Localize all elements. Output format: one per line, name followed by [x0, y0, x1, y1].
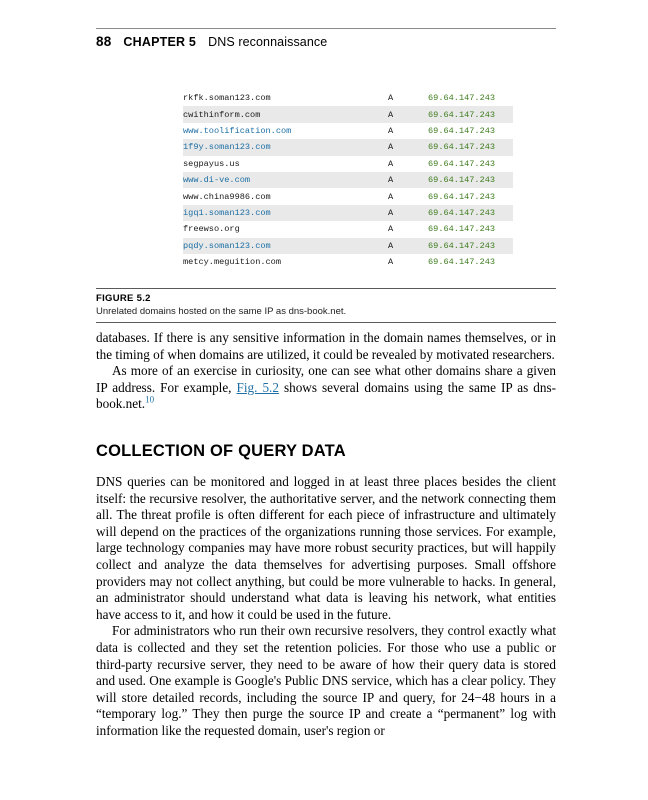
cell-type: A: [388, 224, 394, 235]
chapter-title: DNS reconnaissance: [208, 35, 328, 49]
table-row: [183, 139, 513, 155]
cell-ip: 69.64.147.243: [428, 142, 496, 153]
cell-type: A: [388, 175, 394, 186]
cell-type: A: [388, 158, 394, 169]
figure-image: [183, 90, 513, 270]
paragraph-2: [96, 363, 556, 413]
cell-domain: www.di-ve.com: [183, 175, 251, 186]
cell-domain: cwithinform.com: [183, 109, 261, 120]
table-row: [183, 106, 513, 122]
cell-ip: 69.64.147.243: [428, 175, 496, 186]
cell-domain: metcy.meguition.com: [183, 257, 281, 268]
table-row: [183, 172, 513, 188]
figure-divider-bottom: [96, 322, 556, 323]
table-row: [183, 221, 513, 237]
header-divider: [96, 28, 556, 29]
page-number: 88: [96, 34, 112, 49]
dns-records-table: [183, 90, 513, 270]
cell-type: A: [388, 191, 394, 202]
cell-type: A: [388, 257, 394, 268]
cell-domain: pqdy.soman123.com: [183, 240, 271, 251]
body-column: [96, 330, 556, 739]
table-body: [183, 90, 513, 270]
cell-ip: 69.64.147.243: [428, 257, 496, 268]
paragraph-4: For administrators who run their own recursive resolvers, they control exactly what data is collected and they set the retention policies. For those who use a public or third-party recursive server, they need to be aware of how their query data is stored and used. One example is Google's Public DNS service, which has a clear policy. They will store detailed records, including the source IP and query, for 24−48 hours in a “temporary log.” They then purge the source IP and create a “permanent” log with information like the requested domain, user's region or: [96, 623, 556, 738]
cell-ip: 69.64.147.243: [428, 240, 496, 251]
footnote-marker[interactable]: 10: [145, 394, 155, 405]
table-row: [183, 188, 513, 204]
table-row: [183, 90, 513, 106]
section-heading: COLLECTION OF QUERY DATA: [96, 441, 346, 460]
paragraph-2-text-a: As more of an exercise in curiosity, one can see what other domains share a given IP address. For example,: [96, 363, 556, 395]
figure-cross-reference-link[interactable]: Fig. 5.2: [236, 379, 279, 395]
figure-divider-top: [96, 288, 556, 289]
cell-domain: freewso.org: [183, 224, 240, 235]
paragraph-3: DNS queries can be monitored and logged in at least three places besides the client itself: the recursive resolver, the authoritative server, and the network connecting them all. The threat profile is often different for each piece of infrastructure and ultimately will depend on the practices of the organizations running those services. For example, large technology companies may have more robust security practices, but will happily collect and analyze the data themselves for advertising purposes. Small offshore providers may not collect anything, but could be more vulnerable to hacks. In general, an administrator should understand what data is leaving his network, what entities have access to it, and how it could be used in the future.: [96, 473, 556, 622]
figure-caption: Unrelated domains hosted on the same IP as dns-book.net.: [96, 306, 347, 317]
cell-ip: 69.64.147.243: [428, 125, 496, 136]
cell-ip: 69.64.147.243: [428, 158, 496, 169]
cell-domain: www.toolification.com: [183, 125, 292, 136]
cell-type: A: [388, 109, 394, 120]
cell-domain: igq1.soman123.com: [183, 207, 271, 218]
table-row: [183, 238, 513, 254]
cell-type: A: [388, 142, 394, 153]
paragraph-2-text-b: shows several domains using the same IP as dns-book.net.: [96, 379, 556, 412]
cell-domain: www.china9986.com: [183, 191, 271, 202]
paragraph-1: databases. If there is any sensitive information in the domain names themselves, or in the timing of when domains are utilized, it could be revealed by motivated researchers.: [96, 330, 556, 362]
table-row: [183, 254, 513, 270]
cell-domain: rkfk.soman123.com: [183, 93, 271, 104]
cell-type: A: [388, 125, 394, 136]
table-row: [183, 205, 513, 221]
running-head: [96, 34, 327, 49]
cell-ip: 69.64.147.243: [428, 224, 496, 235]
cell-domain: 1f9y.soman123.com: [183, 142, 271, 153]
chapter-label: CHAPTER 5: [123, 35, 197, 49]
cell-domain: segpayus.us: [183, 158, 240, 169]
cell-type: A: [388, 207, 394, 218]
cell-ip: 69.64.147.243: [428, 207, 496, 218]
cell-type: A: [388, 93, 394, 104]
table-row: [183, 123, 513, 139]
cell-type: A: [388, 240, 394, 251]
table-row: [183, 156, 513, 172]
cell-ip: 69.64.147.243: [428, 93, 496, 104]
cell-ip: 69.64.147.243: [428, 191, 496, 202]
cell-ip: 69.64.147.243: [428, 109, 496, 120]
figure-number: FIGURE 5.2: [96, 293, 151, 304]
